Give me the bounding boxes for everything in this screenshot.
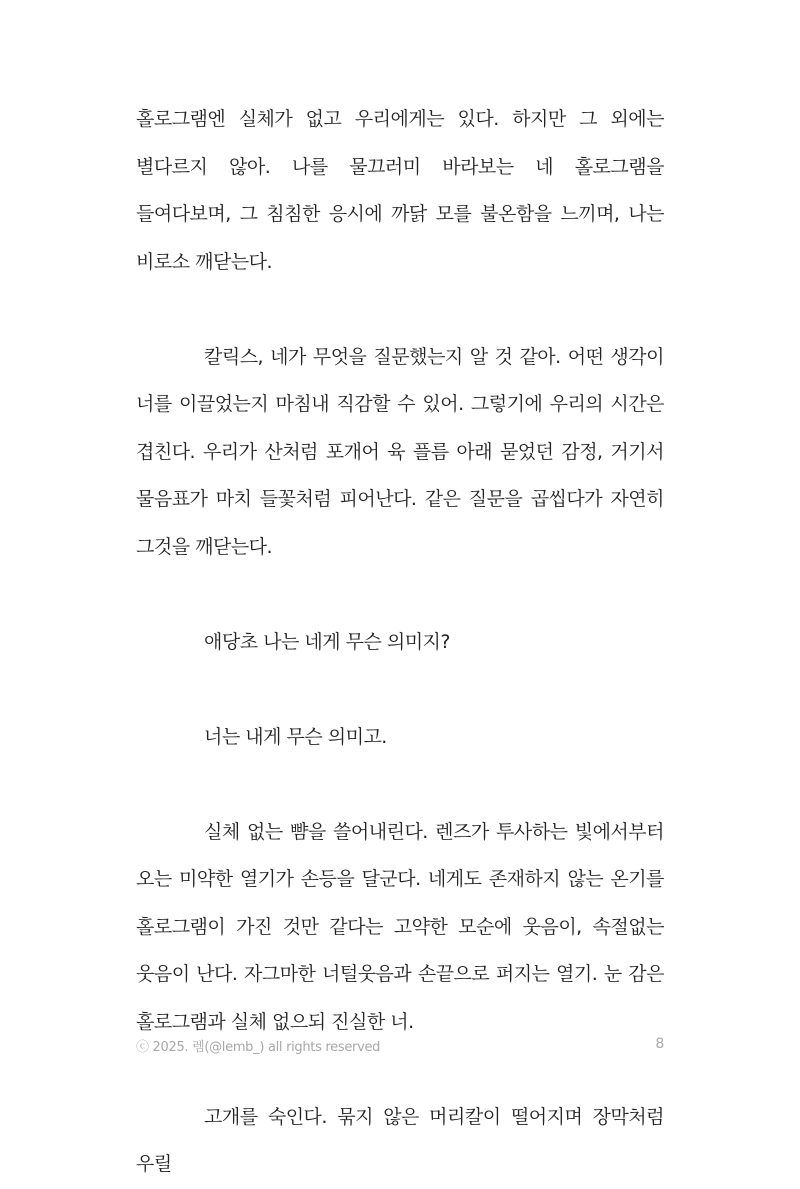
paragraph-6: 고개를 숙인다. 묶지 않은 머리칼이 떨어지며 장막처럼 우릴 bbox=[136, 1105, 664, 1175]
paragraph-4: 너는 내게 무슨 의미고. bbox=[204, 725, 387, 748]
paragraph-1: 홀로그램엔 실체가 없고 우리에게는 있다. 하지만 그 외에는 별다르지 않아. 나를 물끄러미 바라보는 네 홀로그램을 들여다보며, 그 침침한 응시에 까닭 모를 불온함을 느끼며, 나는 비로소 깨닫는다. bbox=[136, 108, 664, 273]
paragraph-2: 칼릭스, 네가 무엇을 질문했는지 알 것 같아. 어떤 생각이 너를 이끌었는지 마침내 직감할 수 있어. 그렇기에 우리의 시간은 겹친다. 우리가 산처럼 포개어 육 플름 아래 묻었던 감정, 거기서 물음표가 마치 들꽃처럼 피어난다. 같은 질문을 곱씹다가 자연히 그것을 깨닫는다. bbox=[136, 345, 664, 558]
body-text bbox=[136, 96, 664, 1189]
paragraph-3: 애당초 나는 네게 무슨 의미지? bbox=[204, 630, 450, 653]
page-number: 8 bbox=[655, 1036, 664, 1052]
copyright-notice: ⓒ 2025. 렘(@lemb_) all rights reserved bbox=[136, 1040, 381, 1055]
paragraph-5: 실체 없는 뺨을 쓸어내린다. 렌즈가 투사하는 빛에서부터 오는 미약한 열기가 손등을 달군다. 네게도 존재하지 않는 온기를 홀로그램이 가진 것만 같다는 고약한 모순에 웃음이, 속절없는 웃음이 난다. 자그마한 너털웃음과 손끝으로 퍼지는 열기. 눈 감은 홀로그램과 실체 없으되 진실한 너. bbox=[136, 820, 664, 1033]
page-footer bbox=[136, 1036, 664, 1058]
